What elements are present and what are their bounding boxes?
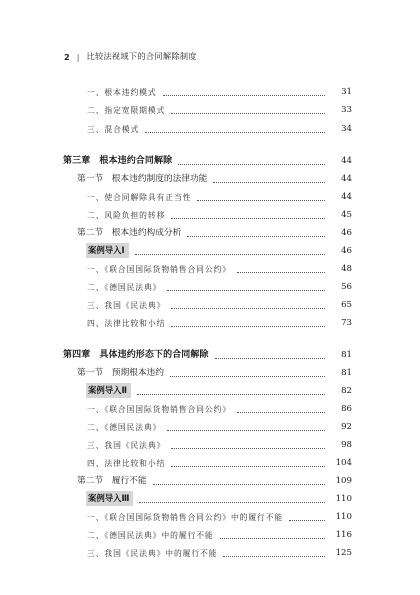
- toc-entry-item: [0, 101, 420, 117]
- dot-leader: [135, 254, 325, 255]
- dot-leader: [170, 376, 325, 377]
- dot-leader: [223, 556, 325, 557]
- toc-entry-page-number: 46: [341, 246, 352, 256]
- toc-entry-title: 三、我国《民法典》中的履行不能: [87, 549, 218, 558]
- toc-entry-page-number: 125: [335, 548, 352, 558]
- toc-entry-title: 第一节 根本违约制度的法律功能: [77, 174, 208, 184]
- dot-leader: [139, 502, 325, 503]
- toc-entry-item: [0, 508, 420, 524]
- toc-entry-title: 二、《德国民法典》中的履行不能: [87, 531, 214, 540]
- dot-leader: [197, 200, 325, 201]
- dot-leader: [178, 164, 325, 165]
- toc-entry-item: [0, 436, 420, 452]
- dot-leader: [167, 290, 325, 291]
- toc-entry-title: 第二节 履行不能: [77, 476, 147, 486]
- dot-leader: [213, 182, 325, 183]
- dot-leader: [163, 95, 325, 96]
- toc-entry-page-number: 44: [341, 174, 352, 184]
- toc-entry-title: 案例导入Ⅲ: [86, 491, 133, 506]
- toc-entry-page-number: 34: [341, 124, 352, 134]
- toc-entry-item: [0, 260, 420, 276]
- toc-entry-page-number: 44: [341, 156, 352, 166]
- dot-leader: [215, 358, 325, 359]
- toc-entry-title: 四、法律比较和小结: [87, 459, 166, 468]
- toc-entry-page-number: 81: [341, 350, 352, 360]
- toc-entry-title: 一、《联合国国际货物销售合同公约》: [87, 405, 231, 414]
- toc-entry-page-number: 44: [341, 192, 352, 202]
- toc-entry-title: 第三章 根本违约合同解除: [63, 156, 173, 166]
- dot-leader: [171, 218, 325, 219]
- dot-leader: [167, 430, 325, 431]
- toc-entry-chapter: [0, 152, 420, 168]
- toc-entry-case: [0, 382, 420, 398]
- toc-entry-chapter: [0, 346, 420, 362]
- toc-entry-case: [0, 242, 420, 258]
- page-number: 2: [64, 51, 70, 62]
- toc-entry-title: 案例导入Ⅰ: [86, 243, 129, 258]
- toc-entry-page-number: 45: [341, 210, 352, 220]
- toc-entry-section: [0, 364, 420, 380]
- toc-entry-item: [0, 188, 420, 204]
- dot-leader: [187, 236, 325, 237]
- toc-entry-section: [0, 472, 420, 488]
- toc-entry-item: [0, 400, 420, 416]
- toc-entry-title: 三、我国《民法典》: [87, 441, 166, 450]
- toc-entry-title: 一、《联合国国际货物销售合同公约》: [87, 265, 231, 274]
- running-head: [64, 51, 197, 62]
- toc-entry-page-number: 98: [341, 440, 352, 450]
- toc-entry-item: [0, 278, 420, 294]
- toc-entry-item: [0, 544, 420, 560]
- book-title: 比较法视域下的合同解除制度: [86, 51, 197, 61]
- toc-entry-item: [0, 296, 420, 312]
- toc-entry-section: [0, 224, 420, 240]
- toc-entry-item: [0, 83, 420, 99]
- toc-entry-title: 案例导入Ⅱ: [86, 383, 131, 398]
- toc-entry-item: [0, 454, 420, 470]
- toc-entry-case: [0, 490, 420, 506]
- toc-entry-title: 二、《德国民法典》: [87, 423, 162, 432]
- toc-entry-page-number: 110: [335, 512, 352, 522]
- toc-entry-page-number: 116: [335, 530, 352, 540]
- dot-leader: [289, 520, 325, 521]
- toc-entry-page-number: 104: [335, 458, 352, 468]
- dot-leader: [153, 484, 326, 485]
- toc-entry-page-number: 110: [335, 494, 352, 504]
- toc-entry-page-number: 86: [341, 404, 352, 414]
- toc-entry-section: [0, 170, 420, 186]
- toc-entry-title: 一、使合同解除具有正当性: [87, 193, 192, 202]
- dot-leader: [237, 412, 325, 413]
- toc-entry-page-number: 81: [341, 368, 352, 378]
- toc-entry-title: 四、法律比较和小结: [87, 319, 166, 328]
- toc-entry-page-number: 82: [341, 386, 352, 396]
- toc-entry-page-number: 33: [341, 105, 352, 115]
- toc-entry-item: [0, 418, 420, 434]
- dot-leader: [237, 272, 325, 273]
- toc-entry-page-number: 46: [341, 228, 352, 238]
- toc-entry-page-number: 65: [341, 300, 352, 310]
- dot-leader: [171, 466, 325, 467]
- dot-leader: [220, 538, 325, 539]
- toc-entry-page-number: 48: [341, 264, 352, 274]
- dot-leader: [137, 394, 325, 395]
- toc-entry-title: 二、指定宽限期模式: [87, 106, 166, 115]
- toc-entry-title: 第四章 具体违约形态下的合同解除: [63, 350, 209, 360]
- toc-entry-page-number: 109: [335, 476, 352, 486]
- toc-entry-title: 三、混合模式: [87, 125, 140, 134]
- toc-entry-title: 一、《联合国国际货物销售合同公约》中的履行不能: [87, 513, 284, 522]
- dot-leader: [145, 132, 325, 133]
- toc-entry-item: [0, 206, 420, 222]
- dot-leader: [171, 448, 325, 449]
- running-head-separator: |: [76, 51, 80, 62]
- toc-entry-page-number: 73: [341, 318, 352, 328]
- toc-entry-title: 第二节 根本违约构成分析: [77, 228, 182, 238]
- toc-entry-item: [0, 314, 420, 330]
- toc-entry-title: 二、《德国民法典》: [87, 283, 162, 292]
- toc-entry-title: 二、风险负担的转移: [87, 211, 166, 220]
- toc-entry-title: 第一节 预期根本违约: [77, 368, 164, 378]
- dot-leader: [171, 113, 325, 114]
- dot-leader: [171, 308, 325, 309]
- toc-entry-title: 三、我国《民法典》: [87, 301, 166, 310]
- toc-entry-page-number: 31: [341, 87, 352, 97]
- toc-entry-item: [0, 120, 420, 136]
- toc-entry-title: 一、根本违约模式: [87, 88, 157, 97]
- toc-entry-item: [0, 526, 420, 542]
- toc-entry-page-number: 56: [341, 282, 352, 292]
- toc-entry-page-number: 92: [341, 422, 352, 432]
- dot-leader: [171, 326, 325, 327]
